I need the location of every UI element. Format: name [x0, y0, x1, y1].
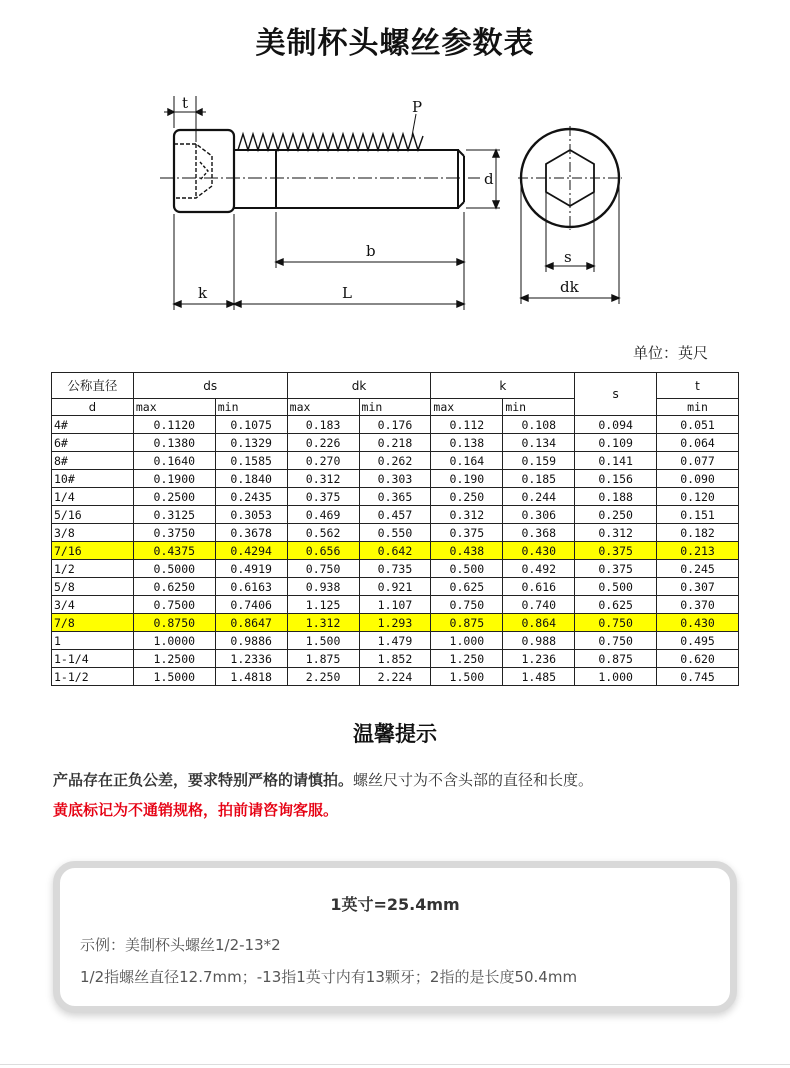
- conversion-title: 1英寸=25.4mm: [330, 895, 460, 914]
- cell-value: 0.457: [359, 506, 431, 524]
- page-title: 美制杯头螺丝参数表: [255, 26, 535, 61]
- table-row: [52, 560, 739, 578]
- cell-value: 0.270: [287, 452, 359, 470]
- label-t: t: [182, 94, 189, 112]
- spec-table: [51, 372, 739, 686]
- cell-value: 1.852: [359, 650, 431, 668]
- cell-value: 1.250: [431, 650, 503, 668]
- cell-value: 0.1585: [215, 452, 287, 470]
- cell-value: 0.151: [657, 506, 739, 524]
- label-p: P: [412, 98, 423, 116]
- cell-value: 0.176: [359, 416, 431, 434]
- label-l: L: [342, 284, 352, 302]
- cell-value: 1.312: [287, 614, 359, 632]
- label-dk: dk: [560, 278, 579, 296]
- table-row: [52, 434, 739, 452]
- cell-value: 0.368: [503, 524, 575, 542]
- cell-value: 0.307: [657, 578, 739, 596]
- table-row: [52, 470, 739, 488]
- cell-value: 0.492: [503, 560, 575, 578]
- cell-value: 0.159: [503, 452, 575, 470]
- cell-value: 0.4375: [133, 542, 215, 560]
- cell-value: 0.988: [503, 632, 575, 650]
- cell-value: 0.250: [431, 488, 503, 506]
- tips-line-1: [53, 769, 593, 790]
- cell-value: 1.485: [503, 668, 575, 686]
- table-row: [52, 596, 739, 614]
- cell-value: 0.112: [431, 416, 503, 434]
- cell-nominal-diameter: 4#: [52, 416, 134, 434]
- cell-value: 0.864: [503, 614, 575, 632]
- cell-value: 0.064: [657, 434, 739, 452]
- cell-value: 0.375: [575, 560, 657, 578]
- table-row: [52, 632, 739, 650]
- cell-value: 0.164: [431, 452, 503, 470]
- cell-value: 1.107: [359, 596, 431, 614]
- cell-nominal-diameter: 7/16: [52, 542, 134, 560]
- cell-value: 0.625: [575, 596, 657, 614]
- cell-value: 1.4818: [215, 668, 287, 686]
- cell-value: 0.875: [575, 650, 657, 668]
- cell-value: 0.244: [503, 488, 575, 506]
- cell-value: 0.735: [359, 560, 431, 578]
- cell-value: 0.4294: [215, 542, 287, 560]
- cell-value: 0.156: [575, 470, 657, 488]
- table-row: [52, 668, 739, 686]
- cell-value: 1.293: [359, 614, 431, 632]
- cell-value: 1.500: [287, 632, 359, 650]
- cell-value: 0.375: [287, 488, 359, 506]
- cell-value: 0.188: [575, 488, 657, 506]
- cell-value: 0.375: [431, 524, 503, 542]
- spec-table-body: [52, 416, 739, 686]
- cell-value: 0.3678: [215, 524, 287, 542]
- cell-value: 0.625: [431, 578, 503, 596]
- hex-socket-hidden: [174, 144, 212, 198]
- header-k: k: [431, 373, 575, 399]
- cell-value: 0.245: [657, 560, 739, 578]
- cell-value: 0.6163: [215, 578, 287, 596]
- table-row: [52, 506, 739, 524]
- table-row: [52, 542, 739, 560]
- cell-value: 0.190: [431, 470, 503, 488]
- cell-value: 0.375: [575, 542, 657, 560]
- cell-value: 0.303: [359, 470, 431, 488]
- cell-value: 0.8647: [215, 614, 287, 632]
- label-s: s: [564, 248, 572, 266]
- cell-value: 0.183: [287, 416, 359, 434]
- table-row: [52, 524, 739, 542]
- cell-value: 0.1120: [133, 416, 215, 434]
- header-nominal: 公称直径: [52, 373, 134, 399]
- cell-value: 0.4919: [215, 560, 287, 578]
- cell-nominal-diameter: 10#: [52, 470, 134, 488]
- table-row: [52, 416, 739, 434]
- table-row: [52, 614, 739, 632]
- cell-value: 0.875: [431, 614, 503, 632]
- label-d: d: [484, 170, 494, 188]
- cell-value: 0.312: [575, 524, 657, 542]
- cell-nominal-diameter: 5/8: [52, 578, 134, 596]
- header-k-min: min: [503, 399, 575, 416]
- cell-value: 1.236: [503, 650, 575, 668]
- cell-value: 0.616: [503, 578, 575, 596]
- cell-value: 1.2336: [215, 650, 287, 668]
- cell-value: 0.7500: [133, 596, 215, 614]
- header-ds-min: min: [215, 399, 287, 416]
- table-row: [52, 452, 739, 470]
- tips-title: 温馨提示: [353, 722, 437, 746]
- cell-value: 0.185: [503, 470, 575, 488]
- cell-nominal-diameter: 5/16: [52, 506, 134, 524]
- cell-value: 0.750: [575, 614, 657, 632]
- cell-value: 0.1380: [133, 434, 215, 452]
- header-s: s: [575, 373, 657, 416]
- cell-nominal-diameter: 8#: [52, 452, 134, 470]
- cell-value: 0.750: [575, 632, 657, 650]
- cell-value: 0.226: [287, 434, 359, 452]
- cell-value: 0.134: [503, 434, 575, 452]
- tips-warning: 黄底标记为不通销规格，拍前请咨询客服。: [53, 801, 339, 819]
- cell-value: 0.365: [359, 488, 431, 506]
- header-dk-max: max: [287, 399, 359, 416]
- table-row: [52, 488, 739, 506]
- screw-head-outline: [174, 130, 234, 212]
- cell-value: 1.000: [575, 668, 657, 686]
- header-dk-min: min: [359, 399, 431, 416]
- cell-value: 1.125: [287, 596, 359, 614]
- cell-value: 0.8750: [133, 614, 215, 632]
- cell-value: 0.562: [287, 524, 359, 542]
- cell-value: 0.740: [503, 596, 575, 614]
- cell-value: 0.2435: [215, 488, 287, 506]
- cell-value: 0.262: [359, 452, 431, 470]
- tips-size-note: 螺丝尺寸为不含头部的直径和长度。: [353, 771, 594, 789]
- cell-value: 2.250: [287, 668, 359, 686]
- cell-value: 0.370: [657, 596, 739, 614]
- unit-label: 单位：英尺: [633, 344, 709, 362]
- cell-value: 0.750: [287, 560, 359, 578]
- cell-value: 0.430: [503, 542, 575, 560]
- cell-value: 0.120: [657, 488, 739, 506]
- cell-value: 0.108: [503, 416, 575, 434]
- thread-profile: [238, 134, 423, 150]
- header-k-max: max: [431, 399, 503, 416]
- cell-value: 0.1840: [215, 470, 287, 488]
- cell-value: 0.750: [431, 596, 503, 614]
- cell-value: 2.224: [359, 668, 431, 686]
- cell-value: 0.5000: [133, 560, 215, 578]
- cell-value: 0.1075: [215, 416, 287, 434]
- cell-nominal-diameter: 1-1/4: [52, 650, 134, 668]
- cell-value: 0.620: [657, 650, 739, 668]
- cell-value: 0.306: [503, 506, 575, 524]
- label-k: k: [198, 284, 208, 302]
- cell-value: 0.938: [287, 578, 359, 596]
- cell-nominal-diameter: 1-1/2: [52, 668, 134, 686]
- label-b: b: [366, 242, 376, 260]
- header-t-min: min: [657, 399, 739, 416]
- table-row: [52, 650, 739, 668]
- screw-diagram: [150, 92, 630, 314]
- cell-nominal-diameter: 1/4: [52, 488, 134, 506]
- cell-value: 0.109: [575, 434, 657, 452]
- cell-value: 0.500: [431, 560, 503, 578]
- cell-value: 0.495: [657, 632, 739, 650]
- header-ds: ds: [133, 373, 287, 399]
- cell-value: 0.500: [575, 578, 657, 596]
- cell-value: 0.1329: [215, 434, 287, 452]
- cell-value: 1.479: [359, 632, 431, 650]
- cell-value: 0.438: [431, 542, 503, 560]
- cell-value: 1.0000: [133, 632, 215, 650]
- bottom-divider: [0, 1064, 790, 1065]
- cell-value: 0.182: [657, 524, 739, 542]
- cell-value: 0.141: [575, 452, 657, 470]
- conversion-card: [53, 861, 737, 1013]
- cell-value: 0.3053: [215, 506, 287, 524]
- tips-tolerance-note: 产品存在正负公差，要求特别严格的请慎拍。: [53, 771, 354, 789]
- cell-value: 0.642: [359, 542, 431, 560]
- cell-value: 0.6250: [133, 578, 215, 596]
- cell-nominal-diameter: 1: [52, 632, 134, 650]
- cell-value: 0.656: [287, 542, 359, 560]
- cell-value: 1.500: [431, 668, 503, 686]
- cell-nominal-diameter: 3/4: [52, 596, 134, 614]
- cell-nominal-diameter: 7/8: [52, 614, 134, 632]
- threaded-body: [276, 150, 458, 208]
- cell-value: 0.9886: [215, 632, 287, 650]
- cell-value: 0.469: [287, 506, 359, 524]
- header-t: t: [657, 373, 739, 399]
- cell-value: 0.430: [657, 614, 739, 632]
- header-nominal-sub: d: [52, 399, 134, 416]
- cell-value: 1.2500: [133, 650, 215, 668]
- cell-value: 0.1640: [133, 452, 215, 470]
- table-row: [52, 578, 739, 596]
- cell-value: 0.3750: [133, 524, 215, 542]
- cell-value: 1.5000: [133, 668, 215, 686]
- cell-value: 0.213: [657, 542, 739, 560]
- cell-value: 0.2500: [133, 488, 215, 506]
- cell-nominal-diameter: 6#: [52, 434, 134, 452]
- cell-value: 0.7406: [215, 596, 287, 614]
- cell-value: 0.218: [359, 434, 431, 452]
- cell-value: 0.1900: [133, 470, 215, 488]
- cell-value: 0.250: [575, 506, 657, 524]
- cell-value: 0.077: [657, 452, 739, 470]
- cell-value: 0.3125: [133, 506, 215, 524]
- cell-value: 0.051: [657, 416, 739, 434]
- cell-value: 0.921: [359, 578, 431, 596]
- cell-value: 0.094: [575, 416, 657, 434]
- cell-value: 0.138: [431, 434, 503, 452]
- cell-value: 0.745: [657, 668, 739, 686]
- cell-value: 0.550: [359, 524, 431, 542]
- example-text: 示例：美制杯头螺丝1/2-13*2: [80, 936, 281, 954]
- cell-value: 0.312: [287, 470, 359, 488]
- header-ds-max: max: [133, 399, 215, 416]
- cell-nominal-diameter: 3/8: [52, 524, 134, 542]
- cell-value: 0.312: [431, 506, 503, 524]
- cell-value: 1.000: [431, 632, 503, 650]
- cell-nominal-diameter: 1/2: [52, 560, 134, 578]
- example-explanation: 1/2指螺丝直径12.7mm；-13指1英寸内有13颗牙；2指的是长度50.4mm: [80, 968, 578, 986]
- cell-value: 1.875: [287, 650, 359, 668]
- header-dk: dk: [287, 373, 431, 399]
- cell-value: 0.090: [657, 470, 739, 488]
